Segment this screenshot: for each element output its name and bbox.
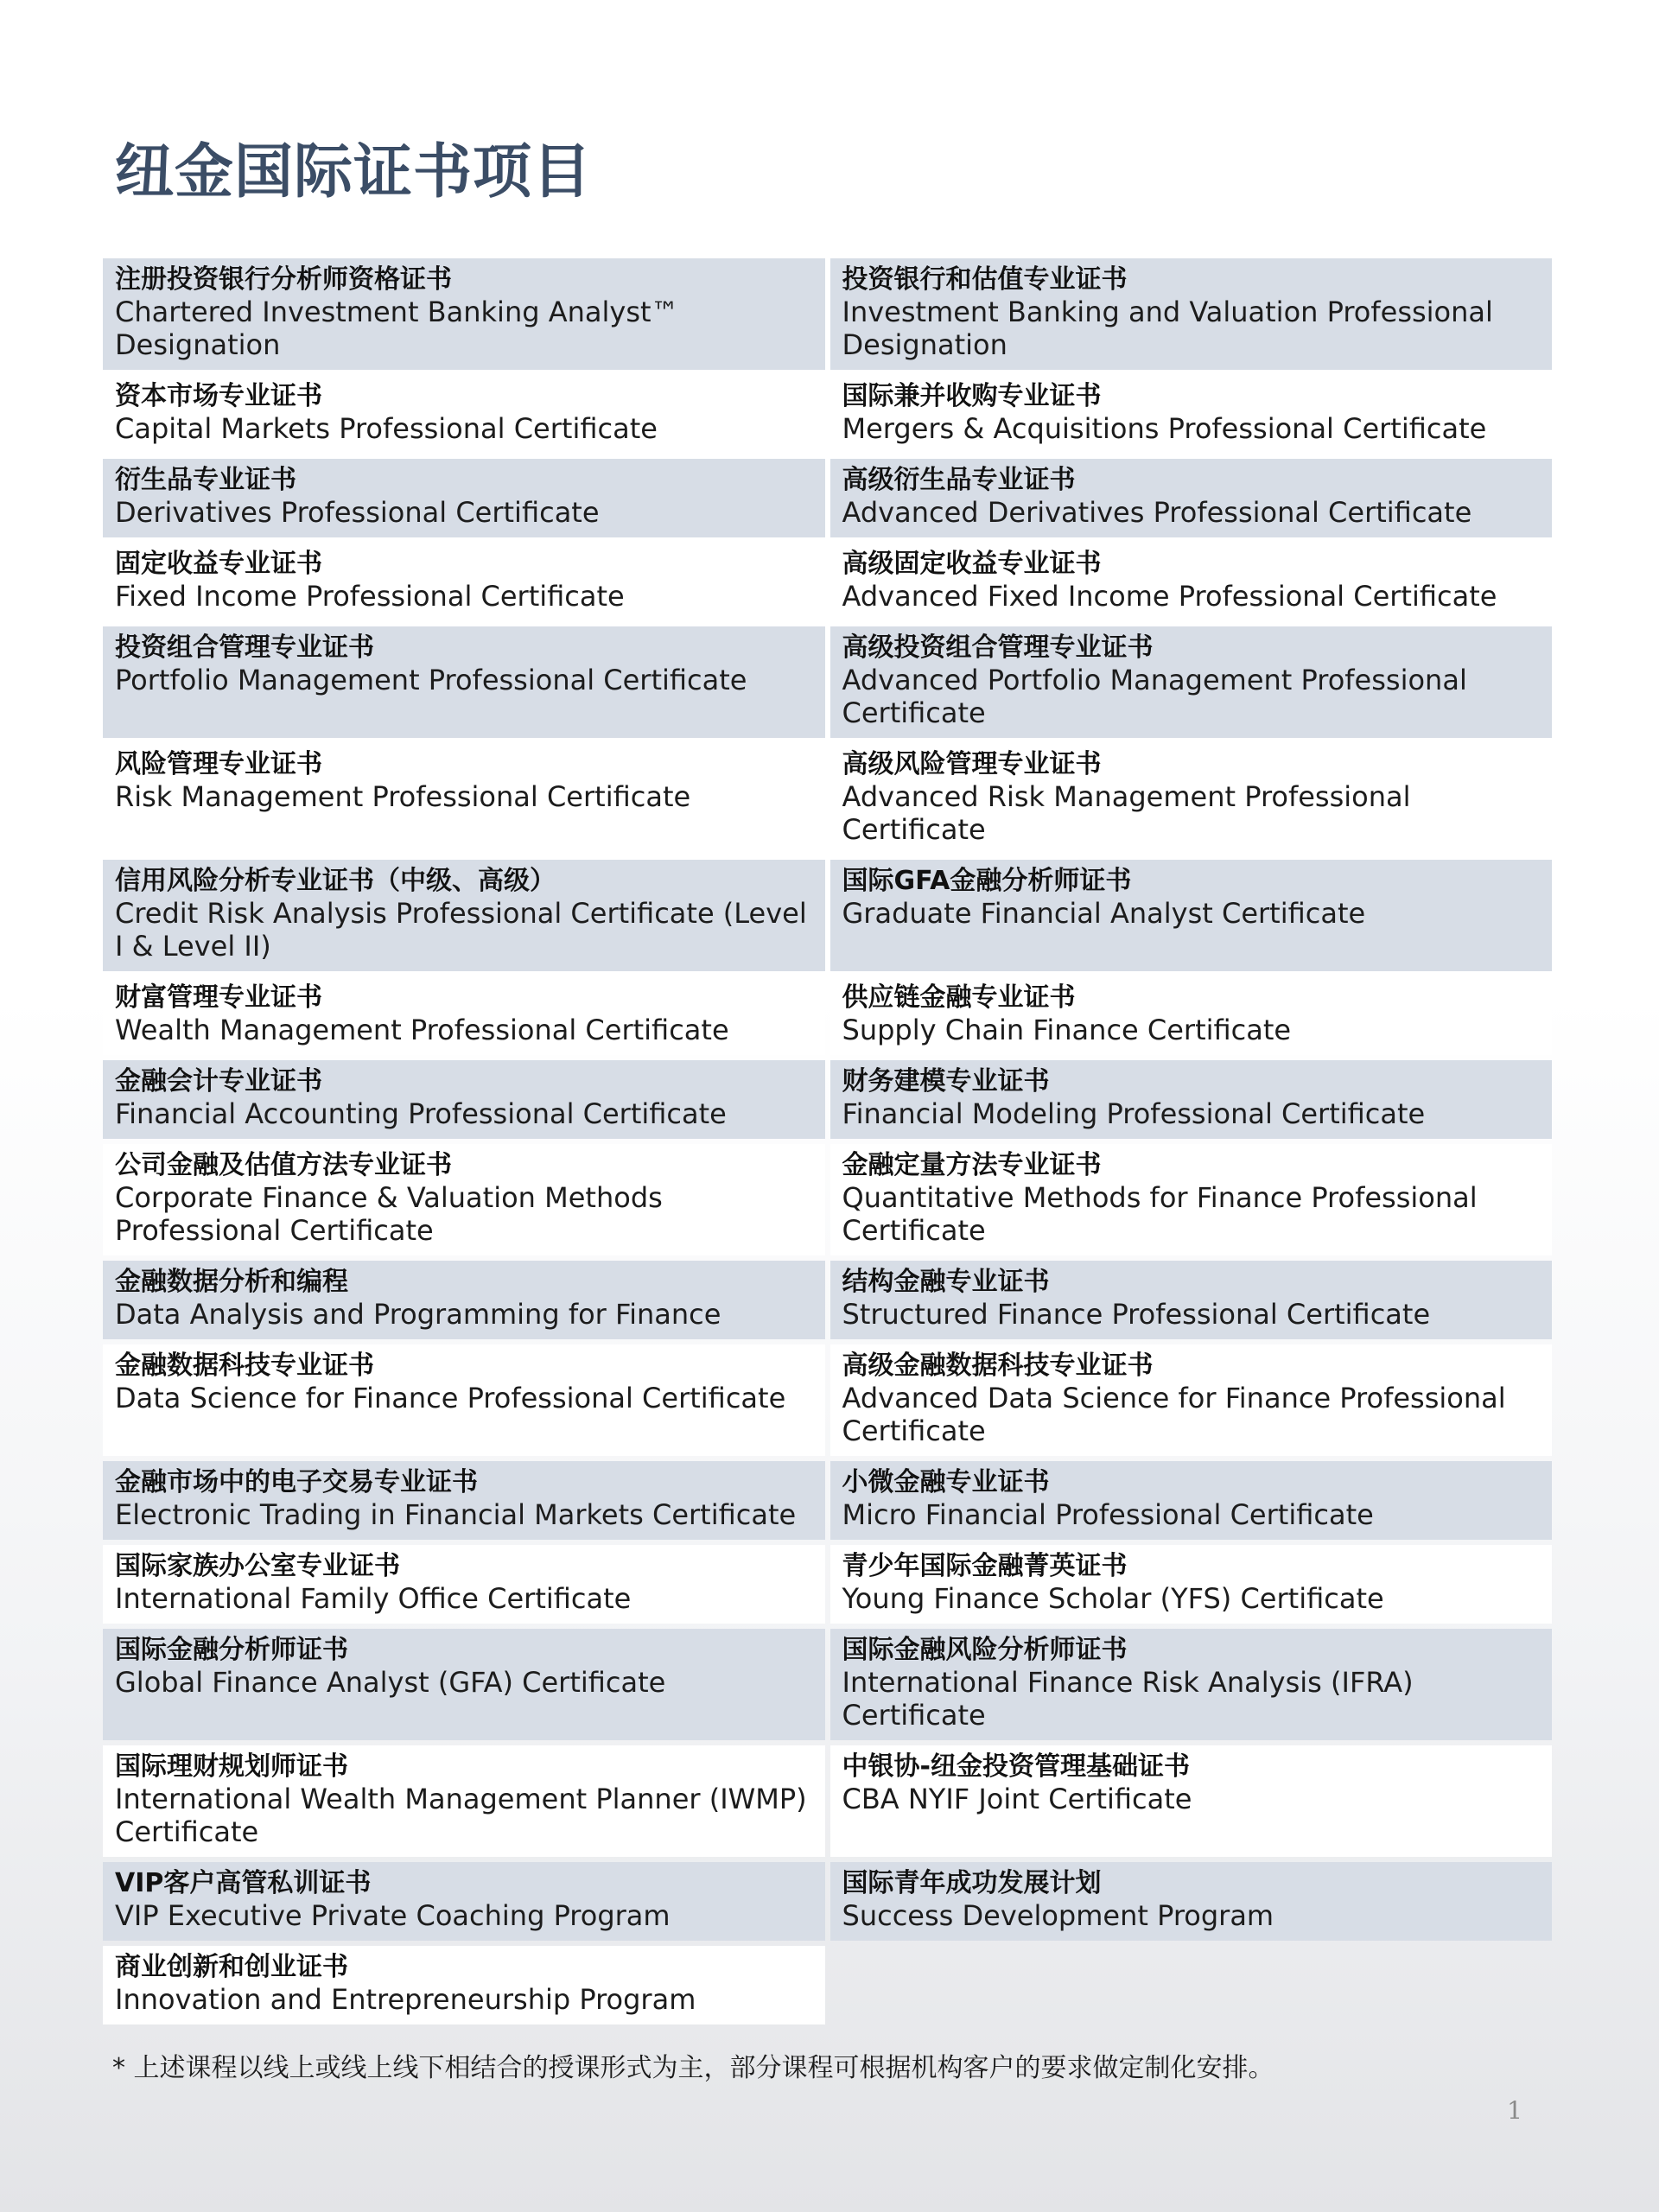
certificate-name-zh: 国际理财规划师证书 [115,1751,348,1782]
table-row [103,1545,1552,1624]
certificate-name-zh: 财务建模专业证书 [842,1066,1050,1096]
table-row [103,860,1552,971]
certificate-name-zh: 金融数据分析和编程 [115,1267,348,1297]
table-row [103,1745,1552,1857]
certificate-name-en: Portfolio Management Professional Certificate [115,664,747,696]
certificate-name-en: Electronic Trading in Financial Markets Certificate [115,1498,797,1531]
certificate-name-zh: 国际金融分析师证书 [115,1635,348,1665]
certificate-cell [830,258,1553,370]
certificate-name-zh: 信用风险分析专业证书（中级、高级） [115,866,556,896]
certificate-name-zh: 国际GFA金融分析师证书 [842,866,1132,896]
certificate-name-en: CBA NYIF Joint Certificate [842,1783,1192,1815]
certificate-name-zh: 国际金融风险分析师证书 [842,1635,1128,1665]
certificate-cell [830,1344,1553,1456]
table-row [103,1946,1552,2024]
certificate-name-en: Risk Management Professional Certificate [115,780,691,813]
certificate-name-en: Capital Markets Professional Certificate [115,412,658,445]
certificate-name-en: VIP Executive Private Coaching Program [115,1899,671,1932]
certificate-name-zh: 国际青年成功发展计划 [842,1868,1102,1898]
certificate-cell [103,626,825,738]
page-number: 1 [1507,2096,1522,2125]
footnote: * 上述课程以线上或线上线下相结合的授课形式为主，部分课程可根据机构客户的要求做定制化安排。 [112,2053,1274,2083]
table-row [103,1461,1552,1540]
certificate-name-zh: 固定收益专业证书 [115,549,322,579]
certificate-name-en: Quantitative Methods for Finance Professional Certificate [842,1181,1478,1247]
certificate-table [98,253,1557,2030]
table-row [103,459,1552,537]
certificate-cell [103,258,825,370]
certificate-name-zh: 中银协-纽金投资管理基础证书 [842,1751,1190,1782]
certificate-name-zh: 高级风险管理专业证书 [842,749,1102,779]
certificate-name-en: Financial Modeling Professional Certificate [842,1097,1426,1130]
certificate-cell [103,1545,825,1624]
certificate-name-zh: 风险管理专业证书 [115,749,322,779]
certificate-cell [103,976,825,1055]
certificate-name-en: International Family Office Certificate [115,1582,632,1615]
table-row [103,1261,1552,1339]
certificate-table-body [103,258,1552,2024]
certificate-name-zh: 金融定量方法专业证书 [842,1150,1102,1180]
certificate-name-en: Advanced Portfolio Management Professional Certificate [842,664,1467,729]
certificate-name-zh: 财富管理专业证书 [115,982,322,1013]
certificate-name-zh: 注册投资银行分析师资格证书 [115,264,452,295]
certificate-cell [830,459,1553,537]
certificate-cell [830,1545,1553,1624]
certificate-name-en: Graduate Financial Analyst Certificate [842,897,1366,930]
certificate-name-zh: 高级金融数据科技专业证书 [842,1351,1154,1381]
certificate-cell [103,860,825,971]
certificate-name-en: Investment Banking and Valuation Professional Designation [842,296,1493,361]
certificate-name-en: Supply Chain Finance Certificate [842,1014,1292,1046]
certificate-name-zh: 高级衍生品专业证书 [842,465,1076,495]
certificate-name-zh: 国际兼并收购专业证书 [842,381,1102,411]
certificate-cell [830,1060,1553,1139]
table-row [103,1144,1552,1255]
certificate-cell [103,1862,825,1941]
certificate-name-zh: 青少年国际金融菁英证书 [842,1551,1128,1581]
certificate-name-zh: VIP客户高管私训证书 [115,1868,372,1898]
certificate-cell [103,1144,825,1255]
certificate-cell [103,743,825,855]
certificate-cell [830,743,1553,855]
table-row [103,743,1552,855]
certificate-name-en: Mergers & Acquisitions Professional Certificate [842,412,1487,445]
certificate-cell [103,459,825,537]
certificate-cell [830,1862,1553,1941]
certificate-name-zh: 小微金融专业证书 [842,1467,1050,1497]
certificate-name-en: International Finance Risk Analysis (IFRA) Certificate [842,1666,1414,1732]
certificate-name-en: Financial Accounting Professional Certificate [115,1097,727,1130]
certificate-name-zh: 国际家族办公室专业证书 [115,1551,400,1581]
certificate-cell [830,1629,1553,1740]
certificate-name-en: Advanced Data Science for Finance Professional Certificate [842,1382,1506,1447]
table-row [103,626,1552,738]
table-row [103,543,1552,621]
certificate-name-zh: 金融市场中的电子交易专业证书 [115,1467,478,1497]
certificate-cell [830,1261,1553,1339]
certificate-name-zh: 结构金融专业证书 [842,1267,1050,1297]
certificate-name-en: Micro Financial Professional Certificate [842,1498,1374,1531]
certificate-name-en: Chartered Investment Banking Analyst™ Designation [115,296,679,361]
certificate-name-zh: 商业创新和创业证书 [115,1952,348,1982]
certificate-cell [830,375,1553,454]
table-row [103,1060,1552,1139]
certificate-name-zh: 公司金融及估值方法专业证书 [115,1150,452,1180]
certificate-name-en: Advanced Fixed Income Professional Certificate [842,580,1497,613]
certificate-cell [103,1461,825,1540]
certificate-name-en: Global Finance Analyst (GFA) Certificate [115,1666,666,1699]
table-row [103,375,1552,454]
certificate-cell [830,976,1553,1055]
page-title: 纽金国际证书项目 [115,138,593,207]
table-row [103,258,1552,370]
certificate-name-zh: 高级固定收益专业证书 [842,549,1102,579]
table-row [103,1344,1552,1456]
certificate-name-zh: 金融会计专业证书 [115,1066,322,1096]
certificate-cell [103,1946,825,2024]
certificate-name-zh: 资本市场专业证书 [115,381,322,411]
certificate-name-en: Data Analysis and Programming for Finance [115,1298,721,1331]
certificate-cell [103,375,825,454]
certificate-name-en: Fixed Income Professional Certificate [115,580,625,613]
certificate-cell [103,1261,825,1339]
certificate-cell [830,543,1553,621]
certificate-cell [103,543,825,621]
certificate-cell [830,860,1553,971]
table-row [103,1862,1552,1941]
certificate-name-zh: 投资银行和估值专业证书 [842,264,1128,295]
certificate-name-en: International Wealth Management Planner (IWMP) Certificate [115,1783,807,1848]
certificate-name-en: Derivatives Professional Certificate [115,496,600,529]
certificate-name-zh: 高级投资组合管理专业证书 [842,632,1154,663]
certificate-name-zh: 投资组合管理专业证书 [115,632,374,663]
table-row [103,976,1552,1055]
certificate-name-en: Data Science for Finance Professional Certificate [115,1382,786,1414]
certificate-cell [830,1461,1553,1540]
certificate-cell [103,1745,825,1857]
certificate-cell [103,1629,825,1740]
certificate-cell [103,1060,825,1139]
certificate-cell [830,1144,1553,1255]
certificate-name-en: Credit Risk Analysis Professional Certificate (Level I & Level II) [115,897,807,963]
certificate-cell [830,1745,1553,1857]
certificate-name-zh: 供应链金融专业证书 [842,982,1076,1013]
certificate-cell [103,1344,825,1456]
certificate-name-zh: 金融数据科技专业证书 [115,1351,374,1381]
certificate-name-en: Innovation and Entrepreneurship Program [115,1983,696,2016]
empty-cell [830,1946,1553,2024]
certificate-name-en: Corporate Finance & Valuation Methods Professional Certificate [115,1181,663,1247]
certificate-name-en: Advanced Derivatives Professional Certificate [842,496,1472,529]
certificate-name-en: Advanced Risk Management Professional Certificate [842,780,1411,846]
certificate-name-en: Success Development Program [842,1899,1274,1932]
certificate-name-en: Young Finance Scholar (YFS) Certificate [842,1582,1384,1615]
certificate-name-en: Structured Finance Professional Certificate [842,1298,1431,1331]
certificate-name-zh: 衍生品专业证书 [115,465,296,495]
certificate-name-en: Wealth Management Professional Certificate [115,1014,729,1046]
certificate-cell [830,626,1553,738]
table-row [103,1629,1552,1740]
